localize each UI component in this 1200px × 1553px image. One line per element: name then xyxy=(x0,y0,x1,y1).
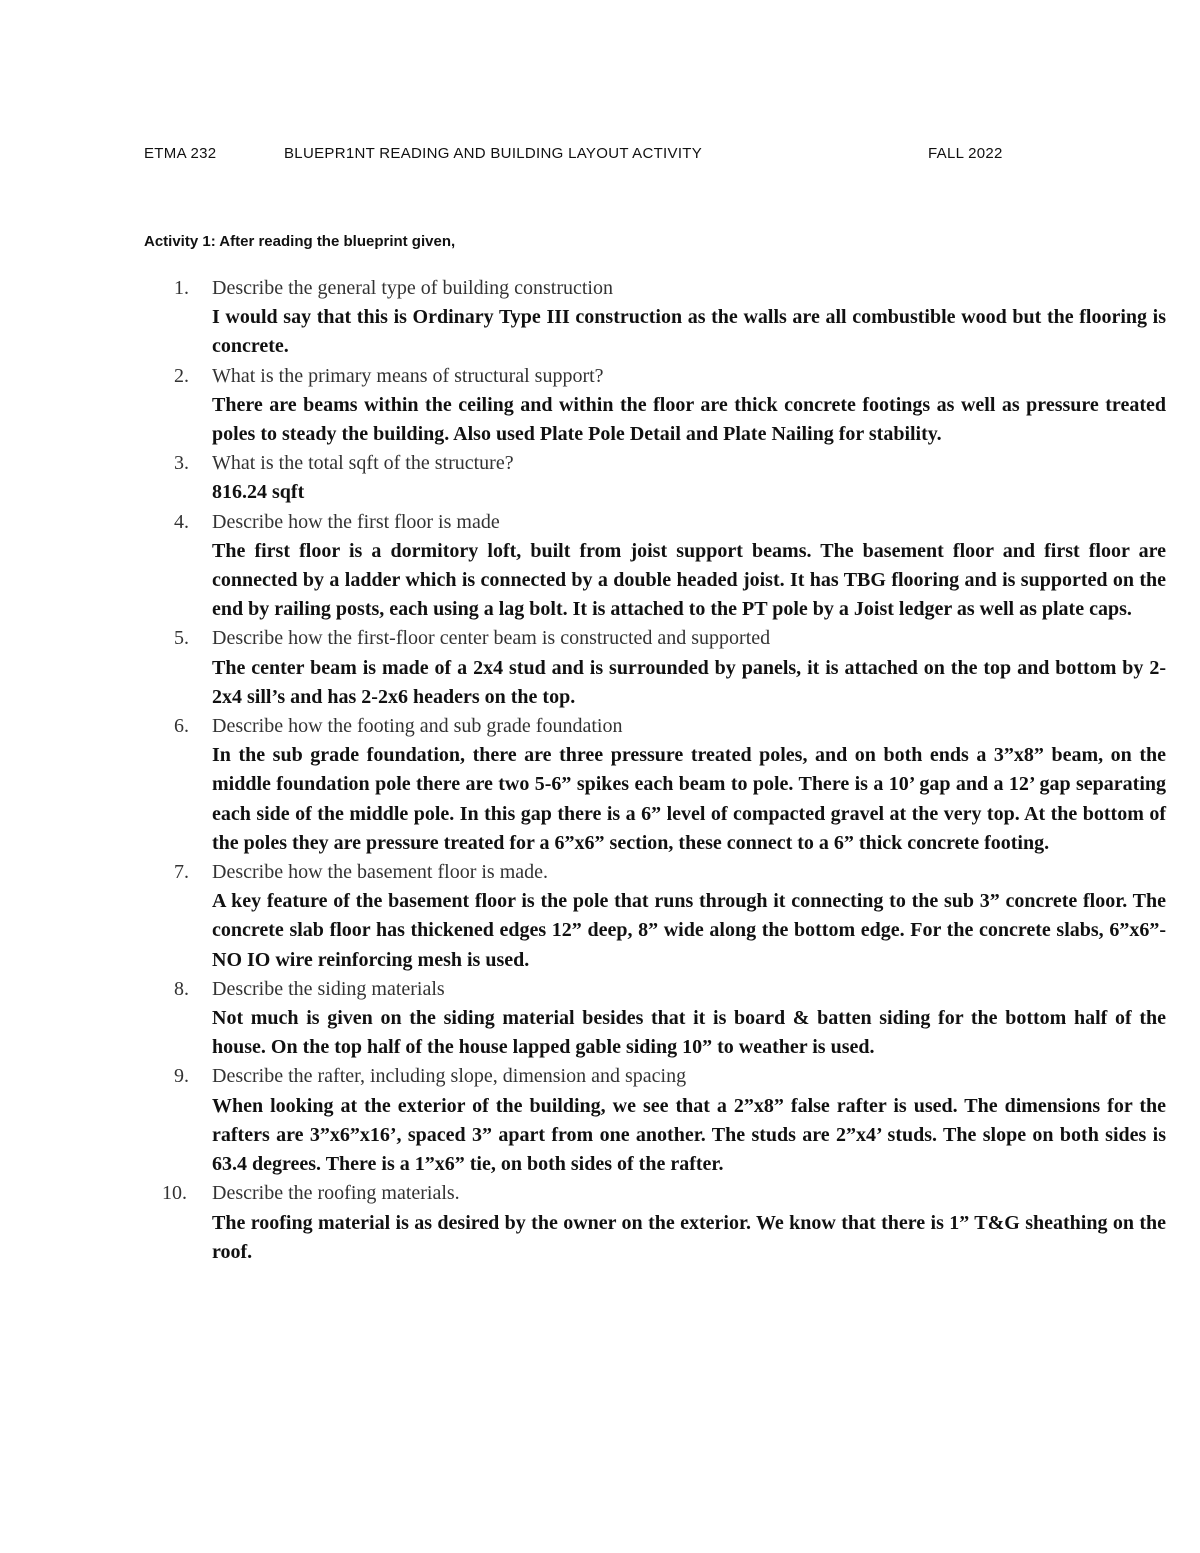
question-number: 5. xyxy=(174,627,189,650)
activity-heading: Activity 1: After reading the blueprint given, xyxy=(144,233,456,250)
question-text: Describe how the first-floor center beam is constructed and supported xyxy=(212,627,771,650)
question-list xyxy=(144,274,1166,1267)
question-text: Describe the siding materials xyxy=(212,977,445,1000)
question-number: 3. xyxy=(174,452,189,475)
document-header xyxy=(144,145,1024,169)
question-number: 9. xyxy=(174,1065,189,1088)
document-title: BLUEPR1NT READING AND BUILDING LAYOUT ACTIVITY xyxy=(284,145,703,162)
answer-text: A key feature of the basement floor is the pole that runs through it connecting to the sub 3” concrete floor. The concrete slab floor has thickened edges 12” deep, 8” wide along the bottom edge. For the concrete slabs, 6”x6”- NO IO wire reinforcing mesh is used. xyxy=(212,890,1166,971)
question-number: 10. xyxy=(162,1182,187,1205)
answer-text: The roofing material is as desired by the owner on the exterior. We know that there is 1” T&G sheathing on the roof. xyxy=(212,1211,1166,1263)
answer-text: The center beam is made of a 2x4 stud and is surrounded by panels, it is attached on the top and bottom by 2-2x4 sill’s and has 2-2x6 headers on the top. xyxy=(212,656,1166,708)
question-number: 8. xyxy=(174,977,189,1000)
answer-text: There are beams within the ceiling and within the floor are thick concrete footings as well as pressure treated poles to steady the building. Also used Plate Pole Detail and Plate Nailing for stability. xyxy=(212,393,1166,446)
answer-text: The first floor is a dormitory loft, built from joist support beams. The basement floor and first floor are connected by a ladder which is connected by a double headed joist. It has TBG flooring and is supported on the end by railing posts, each using a lag bolt. It is attached to the PT pole by a Joist ledger as well as plate caps. xyxy=(212,539,1166,621)
answer-text: I would say that this is Ordinary Type III construction as the walls are all combustible wood but the flooring is concrete. xyxy=(212,306,1166,358)
answer-text: In the sub grade foundation, there are three pressure treated poles, and on both ends a 3”x8” beam, on the middle foundation pole there are two 5-6” spikes each beam to pole. There is a 10’ gap and a 12’ gap separating each side of the middle pole. In this gap there is a 6” level of compacted gravel at the very top. At the bottom of the poles they are pressure treated for a 6”x6” section, these connect to a 6” thick concrete footing. xyxy=(212,744,1166,854)
question-text: What is the primary means of structural support? xyxy=(212,364,604,387)
question-item-6 xyxy=(144,712,1166,858)
term-label: FALL 2022 xyxy=(928,145,1003,162)
question-number: 7. xyxy=(174,861,189,884)
answer-text: When looking at the exterior of the building, we see that a 2”x8” false rafter is used. The dimensions for the rafters are 3”x6”x16’, spaced 3” apart from one another. The studs are 2”x4’ studs. The slope on both sides is 63.4 degrees. There is a 1”x6” tie, on both sides of the rafter. xyxy=(212,1094,1166,1176)
question-item-4 xyxy=(144,508,1166,625)
question-number: 1. xyxy=(174,277,189,299)
question-text: Describe the rafter, including slope, dimension and spacing xyxy=(212,1065,687,1088)
question-number: 6. xyxy=(174,715,189,738)
question-item-1 xyxy=(144,274,1166,362)
answer-text: 816.24 sqft xyxy=(212,481,305,504)
question-text: Describe the general type of building construction xyxy=(212,277,613,299)
answer-text: Not much is given on the siding material besides that it is board & batten siding for the bottom half of the house. On the top half of the house lapped gable siding 10” to weather is used. xyxy=(212,1007,1166,1059)
question-item-7 xyxy=(144,858,1166,975)
question-item-5 xyxy=(144,624,1166,712)
question-number: 4. xyxy=(174,510,189,533)
question-text: Describe how the footing and sub grade foundation xyxy=(212,715,623,738)
question-item-9 xyxy=(144,1062,1166,1179)
question-item-10 xyxy=(144,1179,1166,1267)
question-text: Describe how the basement floor is made. xyxy=(212,861,549,884)
question-text: Describe the roofing materials. xyxy=(212,1182,460,1205)
question-item-8 xyxy=(144,975,1166,1063)
question-text: What is the total sqft of the structure? xyxy=(212,452,514,475)
course-code: ETMA 232 xyxy=(144,145,217,162)
question-item-3 xyxy=(144,449,1166,507)
question-number: 2. xyxy=(174,364,189,387)
question-text: Describe how the first floor is made xyxy=(212,510,500,533)
question-item-2 xyxy=(144,362,1166,450)
